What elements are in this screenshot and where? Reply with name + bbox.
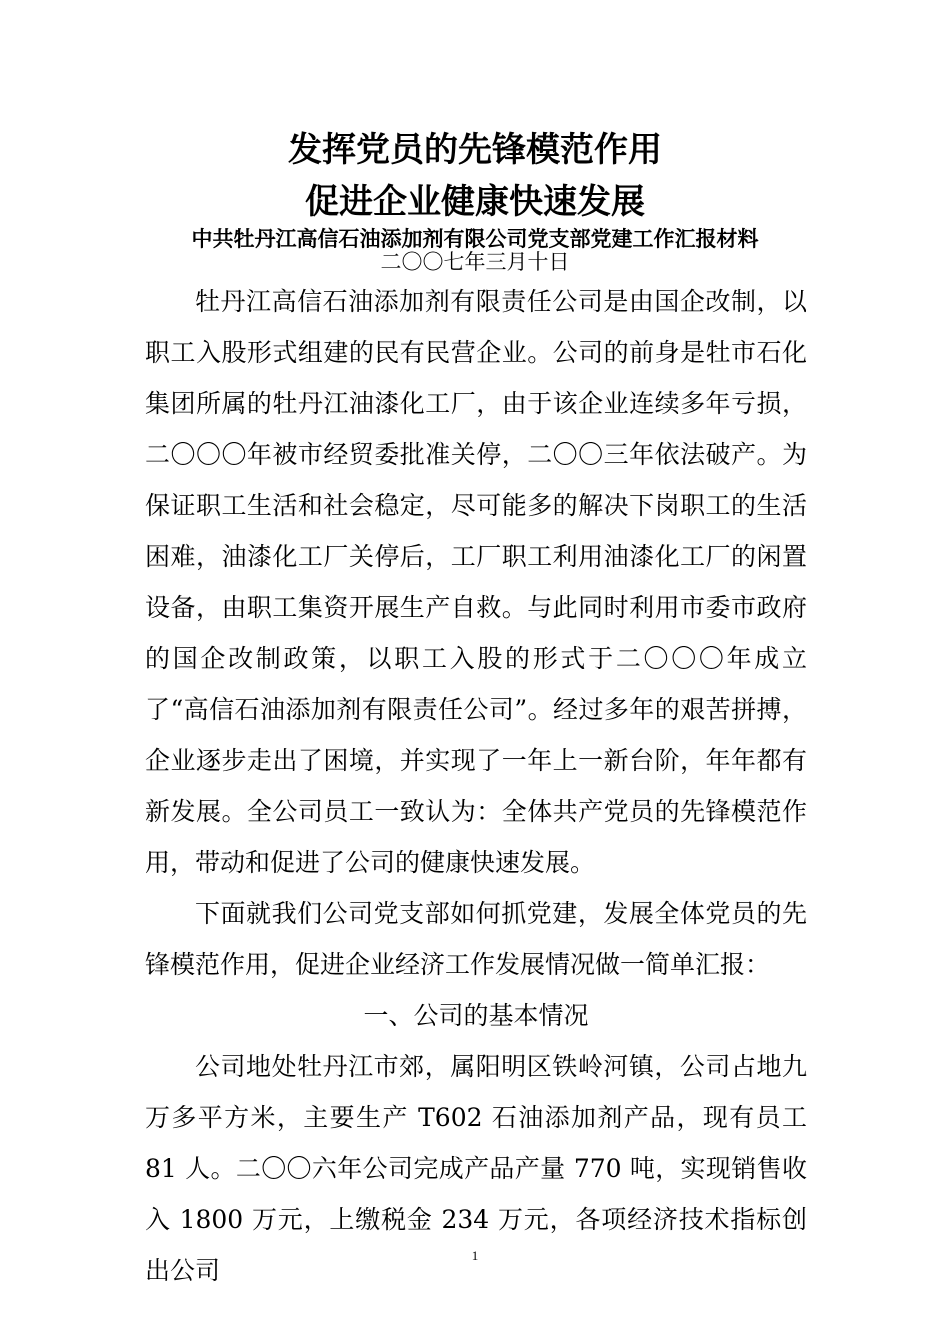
document-title-line-1: 发挥党员的先锋模范作用 bbox=[288, 130, 662, 170]
page-number: 1 bbox=[471, 1248, 479, 1263]
body-paragraph-1: 牡丹江高信石油添加剂有限责任公司是由国企改制，以职工入股形式组建的民有民营企业。公司的前身是牡市石化集团所属的牡丹江油漆化工厂，由于该企业连续多年亏损，二〇〇〇年被市经贸委批准关停，二〇〇三年依法破产。为保证职工生活和社会稳定，尽可能多的解决下岗职工的生活困难，油漆化工厂关停后，工厂职工利用油漆化工厂的闲置设备，由职工集资开展生产自救。与此同时利用市委市政府的国企改制政策，以职工入股的形式于二〇〇〇年成立了“高信石油添加剂有限责任公司”。经过多年的艰苦拼搏，企业逐步走出了困境，并实现了一年上一新台阶，年年都有新发展。全公司员工一致认为：全体共产党员的先锋模范作用，带动和促进了公司的健康快速发展。 bbox=[145, 287, 807, 877]
document-subtitle: 中共牡丹江高信石油添加剂有限公司党支部党建工作汇报材料 bbox=[191, 227, 759, 251]
document-body bbox=[145, 276, 807, 1296]
document-date: 二〇〇七年三月十日 bbox=[380, 250, 570, 274]
section-heading: 一、公司的基本情况 bbox=[363, 1001, 589, 1030]
section-paragraph: 公司地处牡丹江市郊，属阳明区铁岭河镇，公司占地九万多平方米，主要生产 T602 石油添加剂产品，现有员工 81 人。二〇〇六年公司完成产品产量 770 吨，实现销售收入 1800 万元，上缴税金 234 万元，各项经济技术指标创出公司 bbox=[145, 1052, 807, 1285]
body-paragraph-2: 下面就我们公司党支部如何抓党建，发展全体党员的先锋模范作用，促进企业经济工作发展情况做一简单汇报： bbox=[145, 899, 807, 979]
document-title-line-2: 促进企业健康快速发展 bbox=[305, 182, 645, 222]
